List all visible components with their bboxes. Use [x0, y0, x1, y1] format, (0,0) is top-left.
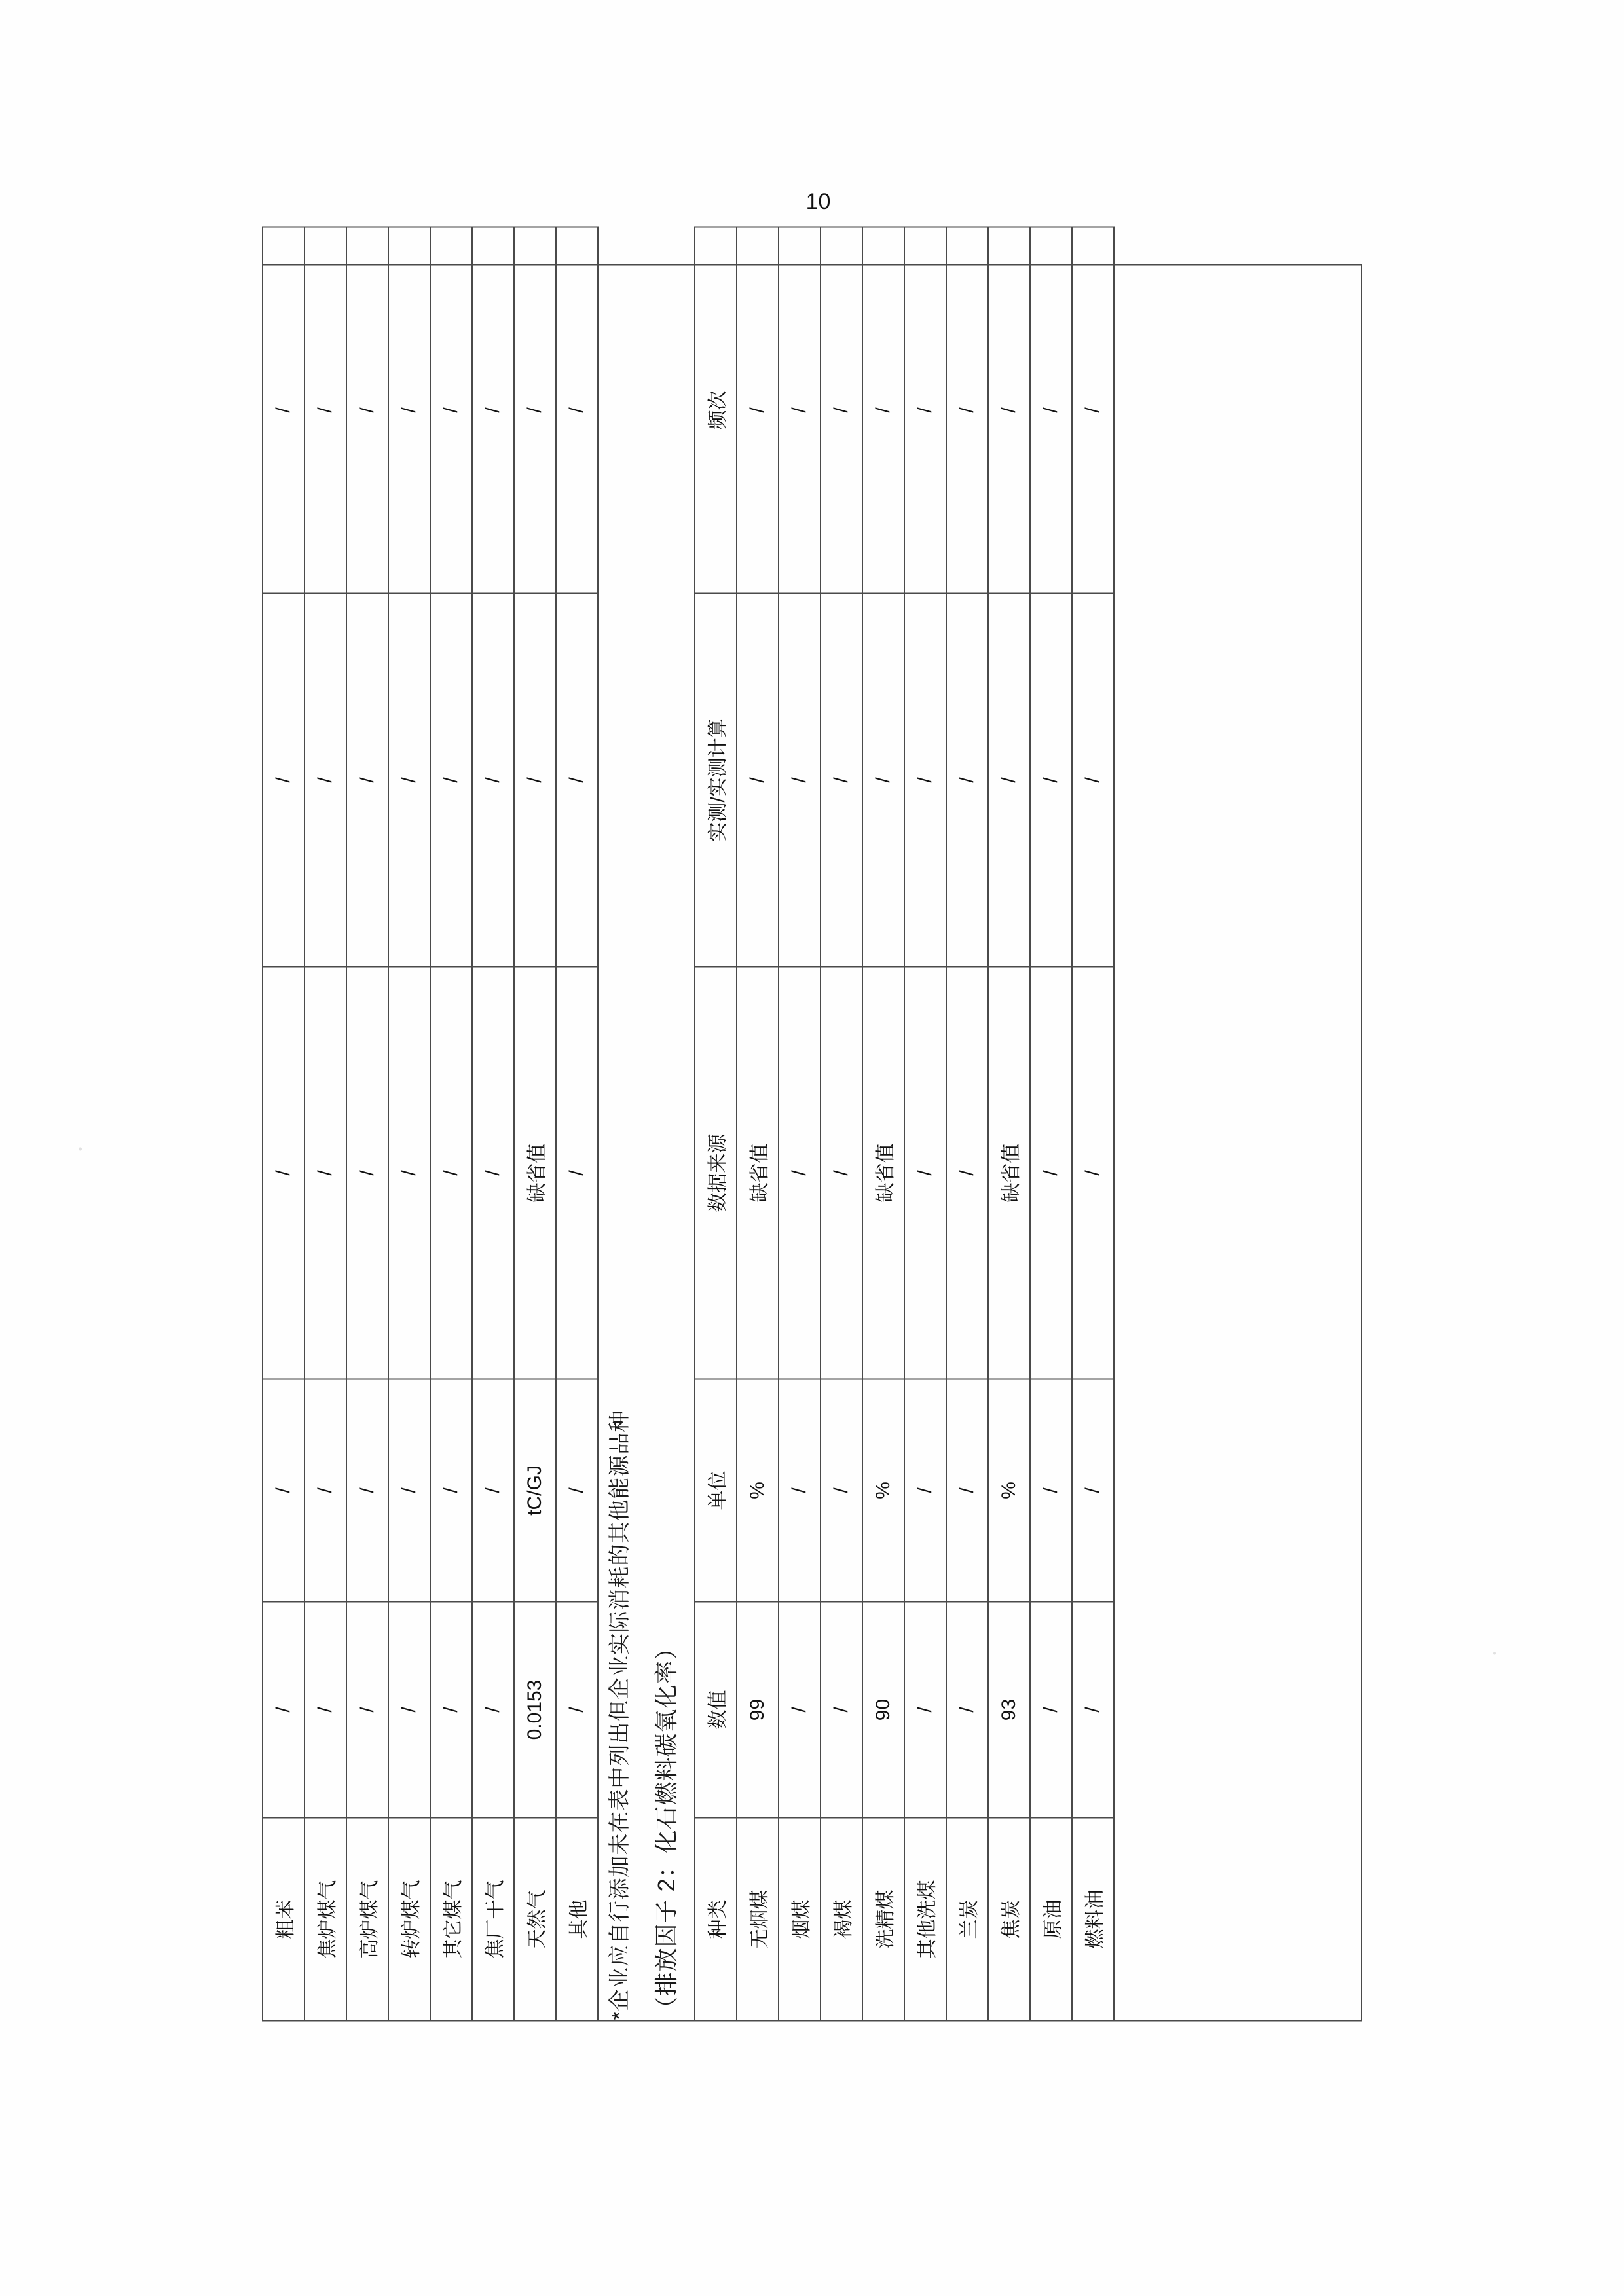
cell-freq: / [821, 227, 862, 593]
cell-method: / [346, 593, 388, 966]
cell-unit: / [1072, 1379, 1114, 1601]
page-number [805, 189, 831, 214]
cell-source: / [779, 966, 821, 1379]
cell-unit: / [556, 1379, 598, 1601]
cell-value: 93 [988, 1601, 1030, 1817]
page-number-text: 10 [805, 189, 831, 214]
cell-method: / [1030, 593, 1072, 966]
cell-method: / [556, 593, 598, 966]
cell-name: 烟煤 [779, 1817, 821, 2020]
cell-source: / [1072, 966, 1114, 1379]
cell-method: / [472, 593, 514, 966]
cell-freq: / [430, 227, 472, 593]
cell-value: 90 [862, 1601, 904, 1817]
cell-value: / [821, 1601, 862, 1817]
cell-freq: / [346, 227, 388, 593]
cell-unit: / [472, 1379, 514, 1601]
cell-value: / [304, 1601, 346, 1817]
table-row [430, 227, 472, 2020]
table-row [862, 227, 904, 2020]
cell-name: 高炉煤气 [346, 1817, 388, 2020]
cell-name: 转炉煤气 [388, 1817, 430, 2020]
cell-freq: / [514, 227, 556, 593]
cell-method: / [1072, 593, 1114, 966]
cell-value: / [556, 1601, 598, 1817]
cell-name: 焦炉煤气 [304, 1817, 346, 2020]
cell-freq: / [472, 227, 514, 593]
header-source: 数据来源 [695, 966, 737, 1379]
cell-name: 无烟煤 [737, 1817, 779, 2020]
table-row [556, 227, 598, 2020]
cell-unit: / [904, 1379, 946, 1601]
cell-value: / [263, 1601, 304, 1817]
cell-method: / [988, 593, 1030, 966]
cell-source: / [263, 966, 304, 1379]
cell-source: 缺省值 [737, 966, 779, 1379]
cell-name: 燃料油 [1072, 1817, 1114, 2020]
cell-unit: tC/GJ [514, 1379, 556, 1601]
table-header-row [695, 227, 737, 2020]
cell-source: 缺省值 [988, 966, 1030, 1379]
table-area [262, 266, 1362, 2021]
table-row [1072, 227, 1114, 2020]
cell-freq: / [263, 227, 304, 593]
cell-source: / [904, 966, 946, 1379]
table-row [472, 227, 514, 2020]
cell-method: / [862, 593, 904, 966]
cell-freq: / [904, 227, 946, 593]
cell-name: 天然气 [514, 1817, 556, 2020]
table-row [946, 227, 988, 2020]
header-name: 种类 [695, 1817, 737, 2020]
cell-source: / [472, 966, 514, 1379]
cell-value: 0.0153 [514, 1601, 556, 1817]
cell-name: 其他洗煤 [904, 1817, 946, 2020]
cell-freq: / [388, 227, 430, 593]
cell-unit: / [1030, 1379, 1072, 1601]
fuel-emission-factor-table-continued [262, 226, 599, 2021]
table-row [388, 227, 430, 2020]
cell-value: / [430, 1601, 472, 1817]
cell-unit: / [779, 1379, 821, 1601]
cell-unit: / [946, 1379, 988, 1601]
table-row [779, 227, 821, 2020]
cell-source: / [556, 966, 598, 1379]
cell-unit: / [821, 1379, 862, 1601]
cell-unit: / [430, 1379, 472, 1601]
cell-source: / [1030, 966, 1072, 1379]
scan-speck [1493, 1652, 1496, 1654]
cell-value: / [388, 1601, 430, 1817]
cell-value: / [472, 1601, 514, 1817]
table-row [304, 227, 346, 2020]
table-row [263, 227, 304, 2020]
cell-unit: % [862, 1379, 904, 1601]
table-row [514, 227, 556, 2020]
cell-value: / [346, 1601, 388, 1817]
cell-unit: / [304, 1379, 346, 1601]
table-row [737, 227, 779, 2020]
cell-source: / [388, 966, 430, 1379]
cell-value: / [1030, 1601, 1072, 1817]
cell-unit: % [988, 1379, 1030, 1601]
cell-value: 99 [737, 1601, 779, 1817]
cell-method: / [514, 593, 556, 966]
header-unit: 单位 [695, 1379, 737, 1601]
cell-freq: / [556, 227, 598, 593]
cell-unit: / [263, 1379, 304, 1601]
cell-source: 缺省值 [862, 966, 904, 1379]
cell-name: 粗苯 [263, 1817, 304, 2020]
cell-unit: % [737, 1379, 779, 1601]
table-row [821, 227, 862, 2020]
cell-name: 其它煤气 [430, 1817, 472, 2020]
table-row [346, 227, 388, 2020]
cell-freq: / [737, 227, 779, 593]
cell-freq: / [862, 227, 904, 593]
cell-name: 焦厂干气 [472, 1817, 514, 2020]
cell-method: / [737, 593, 779, 966]
cell-name: 褐煤 [821, 1817, 862, 2020]
header-value: 数值 [695, 1601, 737, 1817]
footnote-text: *企业应自行添加未在表中列出但企业实际消耗的其他能源品种 [607, 1410, 631, 2020]
cell-name: 洗精煤 [862, 1817, 904, 2020]
cell-source: / [304, 966, 346, 1379]
cell-source: 缺省值 [514, 966, 556, 1379]
table-row [1030, 227, 1072, 2020]
cell-method: / [904, 593, 946, 966]
cell-method: / [779, 593, 821, 966]
cell-freq: / [1072, 227, 1114, 593]
cell-freq: / [779, 227, 821, 593]
cell-value: / [1072, 1601, 1114, 1817]
cell-freq: / [988, 227, 1030, 593]
cell-value: / [946, 1601, 988, 1817]
cell-method: / [388, 593, 430, 966]
header-freq: 频次 [695, 227, 737, 593]
cell-unit: / [346, 1379, 388, 1601]
cell-method: / [263, 593, 304, 966]
cell-method: / [304, 593, 346, 966]
cell-value: / [779, 1601, 821, 1817]
cell-name: 兰炭 [946, 1817, 988, 2020]
cell-unit: / [388, 1379, 430, 1601]
header-method: 实测/实测计算 [695, 593, 737, 966]
cell-source: / [821, 966, 862, 1379]
scan-speck [79, 1147, 82, 1150]
cell-source: / [946, 966, 988, 1379]
cell-name: 其他 [556, 1817, 598, 2020]
cell-name: 焦炭 [988, 1817, 1030, 2020]
table-row [988, 227, 1030, 2020]
cell-method: / [430, 593, 472, 966]
cell-freq: / [946, 227, 988, 593]
cell-value: / [904, 1601, 946, 1817]
section-title: （排放因子 2：化石燃料碳氧化率） [653, 1635, 680, 2020]
cell-method: / [946, 593, 988, 966]
carbon-oxidation-rate-table [694, 226, 1115, 2021]
cell-method: / [821, 593, 862, 966]
table-row [904, 227, 946, 2020]
cell-source: / [346, 966, 388, 1379]
cell-freq: / [304, 227, 346, 593]
frame-bottom-line [1361, 265, 1362, 2020]
cell-source: / [430, 966, 472, 1379]
cell-name: 原油 [1030, 1817, 1072, 2020]
cell-freq: / [1030, 227, 1072, 593]
